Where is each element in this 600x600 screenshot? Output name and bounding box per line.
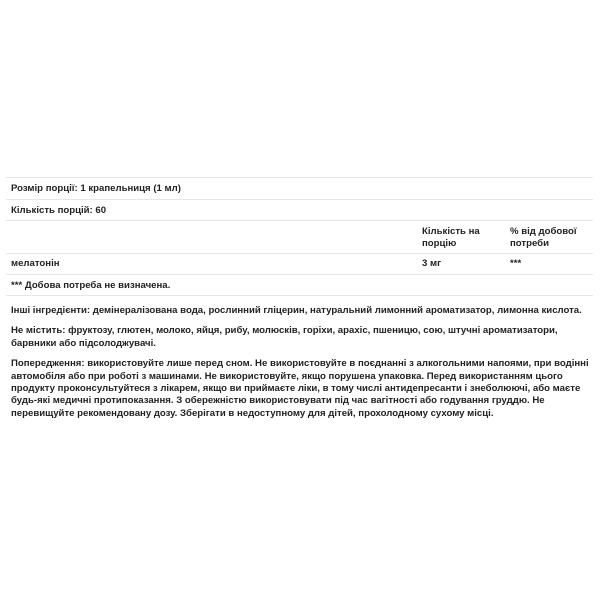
other-ingredients: Інші інгредієнти: демінералізована вода, рослинний гліцерин, натуральний лимонний ароматизатор, лимонна кислота. [11, 305, 582, 316]
servings-per-container-row [6, 199, 593, 221]
table-header-row [6, 220, 593, 253]
product-details [11, 305, 596, 428]
does-not-contain: Не містить: фруктозу, глютен, молоко, яйця, рибу, молюсків, горіхи, арахіс, пшеницю, сою, штучні ароматизатори, барвники або підсолоджувачі. [11, 325, 558, 349]
nutrient-daily-value: *** [510, 258, 522, 269]
table-row [6, 253, 593, 274]
nutrient-amount: 3 мг [422, 258, 442, 269]
warnings: Попередження: використовуйте лише перед сном. Не використовуйте в поєднанні з алкогольними напоями, при водінні автомобіля або при роботі з машинами. Не використовуйте, якщо порушена упаковка. Перед використанням цього продукту проконсультуйтеся з лікарем, якщо ви приймаєте ліки, в тому числі антидепресанти і знеболюючі, або маєте будь-які медичні протипоказання. З обережністю використовувати під час вагітності або годування груддю. Не перевищуйте рекомендовану дозу. Зберігати в недоступному для дітей, прохолодному сухому місці. [11, 358, 589, 419]
nutrient-name: мелатонін [11, 258, 60, 269]
column-header-amount: Кількість на порцію [422, 226, 480, 249]
servings-per-container-text: Кількість порцій: 60 [11, 204, 107, 216]
supplement-facts-table [6, 177, 593, 296]
serving-size-row [6, 177, 593, 199]
footnote-text: *** Добова потреба не визначена. [11, 280, 171, 291]
serving-size-text: Розмір порції: 1 крапельниця (1 мл) [11, 183, 181, 194]
footnote-row [6, 274, 593, 296]
column-header-daily-value: % від добової потреби [510, 226, 577, 249]
